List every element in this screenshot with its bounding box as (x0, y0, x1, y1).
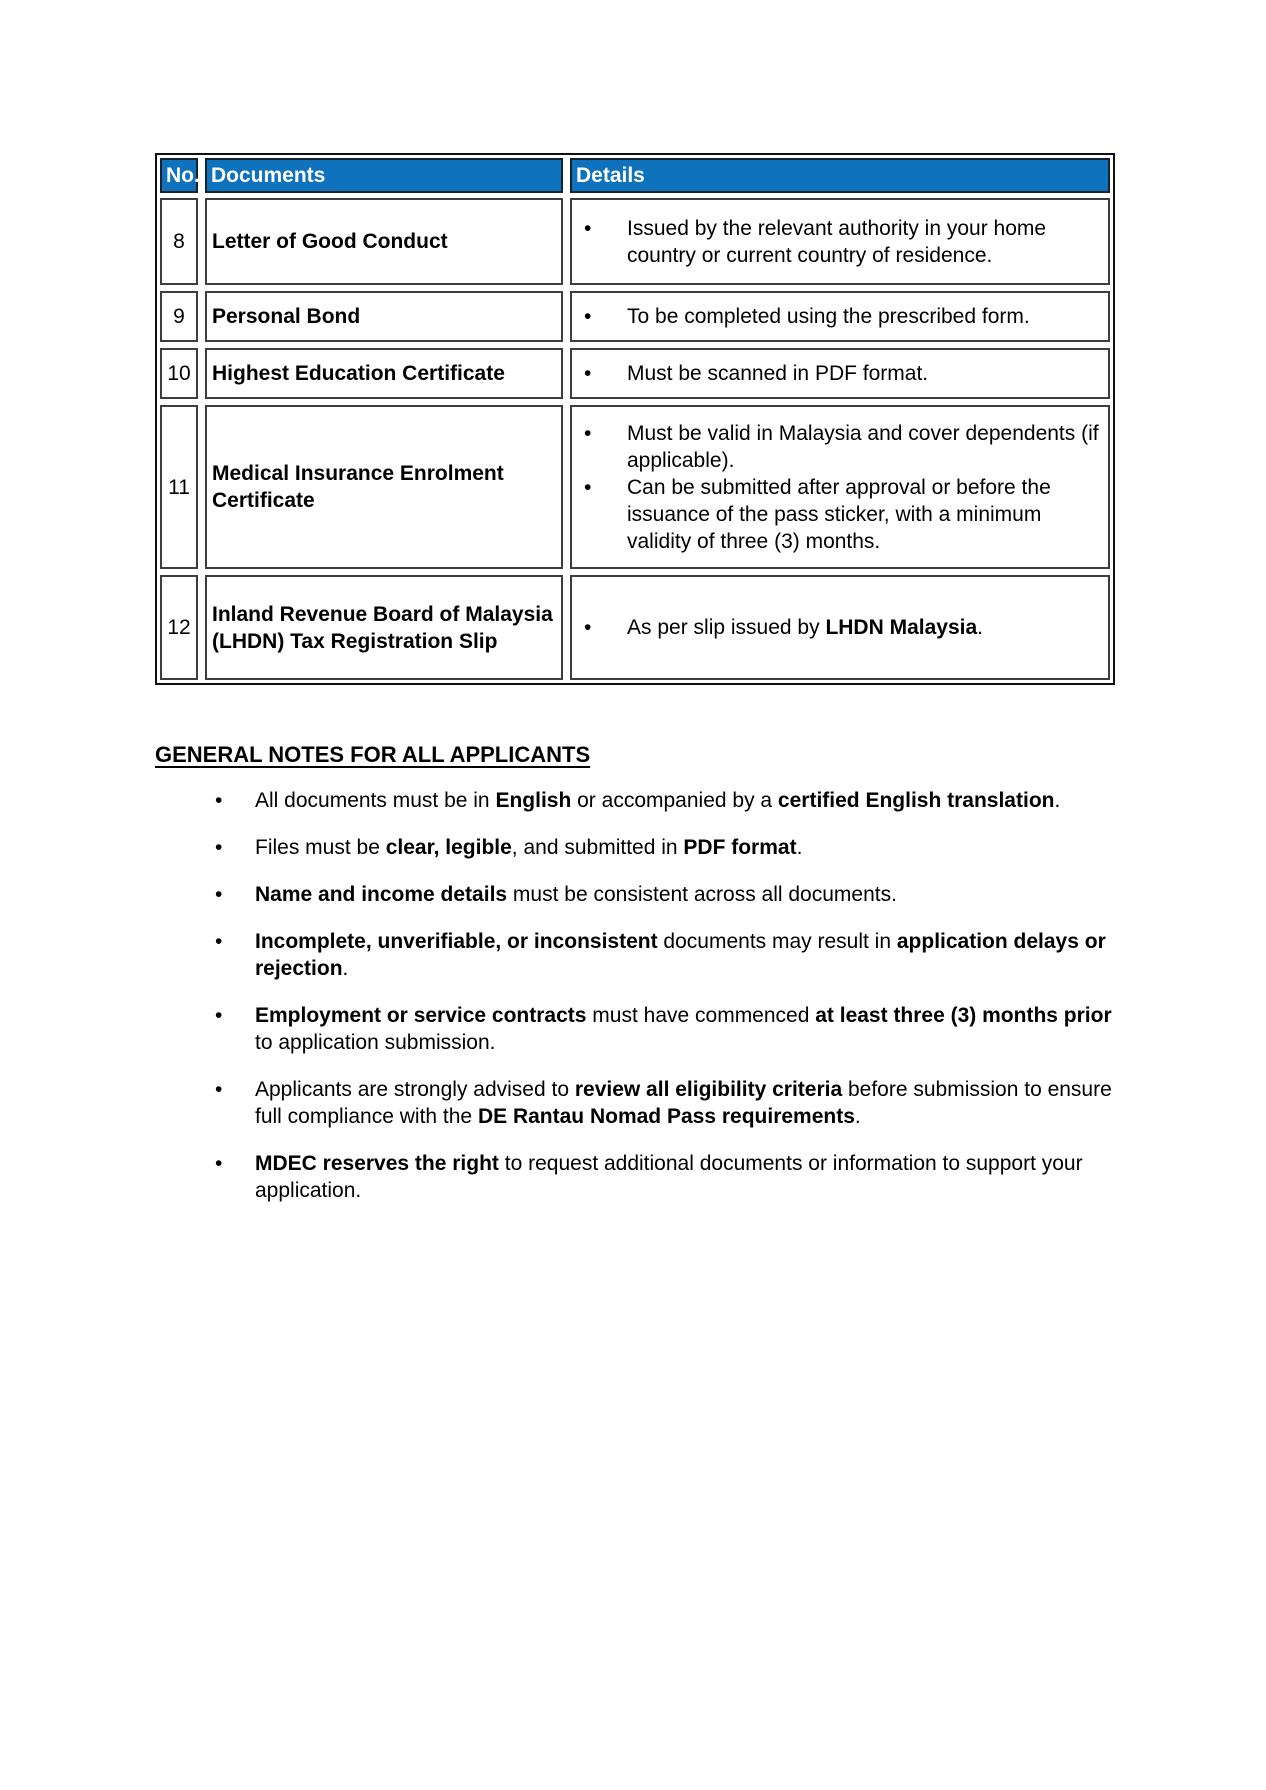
text-segment: certified English translation (777, 789, 1055, 812)
detail-text (627, 474, 1100, 555)
bullet-icon: • (215, 1004, 223, 1027)
text-segment: Files must be (255, 836, 386, 859)
general-notes-section (155, 741, 1118, 1204)
notes-heading: GENERAL NOTES FOR ALL APPLICANTS (155, 742, 591, 767)
row-number: 10 (160, 348, 198, 399)
document-name: Inland Revenue Board of Malaysia (LHDN) Tax Registration Slip (205, 575, 563, 680)
document-name: Letter of Good Conduct (205, 198, 563, 285)
row-number: 9 (160, 291, 198, 342)
table-row (160, 575, 1110, 680)
note-bullet (155, 1002, 1117, 1056)
detail-bullet (582, 360, 1100, 387)
text-segment: application delays or rejection (255, 930, 1106, 980)
table-row (160, 348, 1110, 399)
text-segment: to application submission. (255, 1031, 496, 1054)
bullet-icon: • (584, 421, 592, 445)
column-header: Details (570, 158, 1110, 193)
detail-bullet (582, 215, 1100, 269)
notes-list (155, 787, 1118, 1204)
bullet-icon: • (584, 216, 592, 240)
detail-bullet (582, 303, 1100, 330)
text-segment: before submission to ensure full compliance with the (255, 1078, 1112, 1128)
document-name: Highest Education Certificate (205, 348, 563, 399)
column-header: No. (160, 158, 198, 193)
text-segment: To be completed using the prescribed form. (627, 305, 1030, 328)
bullet-icon: • (215, 883, 223, 906)
note-text (255, 928, 1117, 982)
text-segment: Incomplete, unverifiable, or inconsistent (255, 930, 658, 953)
detail-bullet (582, 614, 1100, 641)
text-segment: . (796, 836, 803, 859)
note-bullet (155, 834, 1117, 861)
table-row (160, 198, 1110, 285)
bullet-icon: • (584, 305, 592, 328)
text-segment: MDEC reserves the right (255, 1152, 499, 1175)
bullet-icon: • (215, 930, 223, 953)
text-segment: DE Rantau Nomad Pass requirements (477, 1105, 855, 1128)
row-number: 8 (160, 198, 198, 285)
note-text (255, 1002, 1117, 1056)
document-details (570, 198, 1110, 285)
text-segment: . (1054, 789, 1061, 812)
text-segment: LHDN Malaysia (825, 616, 978, 639)
bullet-icon: • (215, 1078, 223, 1101)
note-bullet (155, 1150, 1117, 1204)
detail-text (627, 614, 1100, 641)
bullet-icon: • (215, 789, 223, 812)
detail-bullet (582, 474, 1100, 555)
text-segment: review all eligibility criteria (574, 1078, 843, 1101)
text-segment: must be consistent across all documents. (507, 883, 897, 906)
row-number: 12 (160, 575, 198, 680)
documents-table (155, 153, 1115, 685)
note-bullet (155, 928, 1117, 982)
text-segment: . (854, 1105, 861, 1128)
text-segment: Employment or service contracts (255, 1004, 587, 1027)
bullet-icon: • (215, 836, 223, 859)
table-row (160, 405, 1110, 569)
text-segment: , and submitted in (511, 836, 684, 859)
bullet-icon: • (215, 1152, 223, 1175)
text-segment: . (977, 616, 983, 639)
note-bullet (155, 881, 1117, 908)
text-segment: . (342, 957, 349, 980)
column-header: Documents (205, 158, 563, 193)
document-details (570, 291, 1110, 342)
note-bullet (155, 787, 1117, 814)
text-segment: at least three (3) months prior (815, 1004, 1112, 1027)
bullet-icon: • (584, 475, 592, 499)
note-text (255, 881, 1117, 908)
detail-text (627, 215, 1100, 269)
text-segment: documents may result in (657, 930, 897, 953)
detail-text (627, 360, 1100, 387)
table-body (160, 198, 1110, 680)
text-segment: As per slip issued by (627, 616, 826, 639)
text-segment: Must be valid in Malaysia and cover dependents (if applicable). (627, 421, 1099, 472)
text-segment: to request additional documents or information to support your application. (255, 1152, 1083, 1202)
text-segment: Applicants are strongly advised to (255, 1078, 575, 1101)
note-text (255, 787, 1117, 814)
detail-text (627, 303, 1100, 330)
table-row (160, 291, 1110, 342)
row-number: 11 (160, 405, 198, 569)
document-name: Personal Bond (205, 291, 563, 342)
note-text (255, 1150, 1117, 1204)
note-text (255, 834, 1117, 861)
text-segment: Must be scanned in PDF format. (627, 362, 929, 385)
text-segment: All documents must be in (255, 789, 496, 812)
document-details (570, 348, 1110, 399)
detail-text (627, 420, 1100, 474)
text-segment: English (495, 789, 572, 812)
bullet-icon: • (584, 362, 592, 385)
text-segment: or accompanied by a (571, 789, 778, 812)
text-segment: clear, legible (385, 836, 512, 859)
note-bullet (155, 1076, 1117, 1130)
text-segment: Can be submitted after approval or before the issuance of the pass sticker, with a minimum validity of three (3) months. (627, 475, 1051, 553)
document-details (570, 405, 1110, 569)
document-details (570, 575, 1110, 680)
document-name: Medical Insurance Enrolment Certificate (205, 405, 563, 569)
text-segment: Issued by the relevant authority in your home country or current country of residence. (627, 216, 1047, 267)
text-segment: must have commenced (586, 1004, 816, 1027)
note-text (255, 1076, 1117, 1130)
text-segment: PDF format (683, 836, 797, 859)
table-header-row (160, 158, 1110, 193)
text-segment: Name and income details (255, 883, 508, 906)
detail-bullet (582, 420, 1100, 474)
bullet-icon: • (584, 616, 592, 639)
